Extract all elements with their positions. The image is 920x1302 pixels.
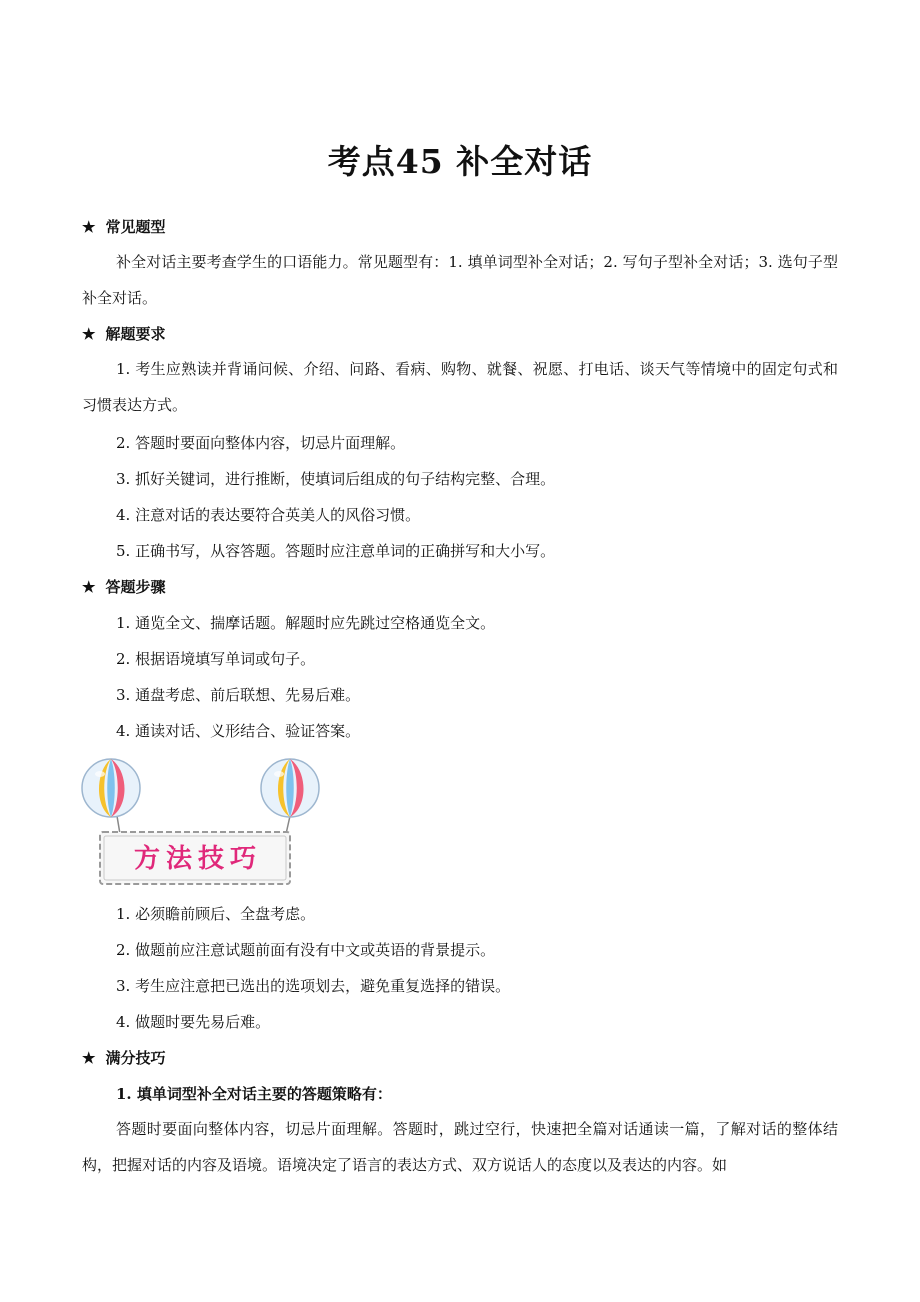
- requirements-item-1: 1. 考生应熟读并背诵问候、介绍、问路、看病、购物、就餐、祝愿、打电话、谈天气等情境中的固定句式和习惯表达方式。: [82, 360, 838, 414]
- star-icon: ★: [82, 1049, 96, 1067]
- section-heading-tips: ★ 满分技巧: [82, 1049, 166, 1067]
- banner-label: 方法技巧: [133, 844, 262, 874]
- section-heading-steps: ★ 答题步骤: [82, 578, 166, 596]
- tips-subheading: 1. 填单词型补全对话主要的答题策略有：: [116, 1085, 392, 1103]
- steps-item: 4. 通读对话、义形结合、验证答案。: [116, 722, 361, 740]
- requirements-item: 4. 注意对话的表达要符合英美人的风俗习惯。: [116, 506, 421, 524]
- types-paragraph: 补全对话主要考查学生的口语能力。常见题型有：1. 填单词型补全对话；2. 写句子型补全对话；3. 选句子型补全对话。: [82, 253, 838, 307]
- methods-item: 3. 考生应注意把已选出的选项划去，避免重复选择的错误。: [116, 977, 511, 995]
- steps-item: 2. 根据语境填写单词或句子。: [116, 650, 316, 668]
- balloon-icon: [261, 759, 319, 817]
- methods-item: 2. 做题前应注意试题前面有没有中文或英语的背景提示。: [116, 941, 496, 959]
- star-icon: ★: [82, 325, 96, 343]
- balloon-icon: [82, 759, 140, 817]
- methods-item: 1. 必须瞻前顾后、全盘考虑。: [116, 905, 316, 923]
- tips-paragraph: 答题时要面向整体内容，切忌片面理解。答题时，跳过空行，快速把全篇对话通读一篇，了解对话的整体结构，把握对话的内容及语境。语境决定了语言的表达方式、双方说话人的态度以及表达的内容。如: [82, 1120, 838, 1174]
- steps-item: 3. 通盘考虑、前后联想、先易后难。: [116, 686, 361, 704]
- section-heading-requirements: ★ 解题要求: [82, 325, 166, 343]
- methods-banner: [80, 758, 325, 888]
- section-heading-types: ★ 常见题型: [82, 218, 166, 236]
- requirements-item: 3. 抓好关键词，进行推断，使填词后组成的句子结构完整、合理。: [116, 470, 556, 488]
- page-title: 考点45 补全对话: [327, 142, 593, 181]
- requirements-item: 5. 正确书写，从容答题。答题时应注意单词的正确拼写和大小写。: [116, 542, 556, 560]
- requirements-item: 2. 答题时要面向整体内容，切忌片面理解。: [116, 434, 406, 452]
- steps-item: 1. 通览全文、揣摩话题。解题时应先跳过空格通览全文。: [116, 614, 496, 632]
- star-icon: ★: [82, 218, 96, 236]
- methods-item: 4. 做题时要先易后难。: [116, 1013, 271, 1031]
- star-icon: ★: [82, 578, 96, 596]
